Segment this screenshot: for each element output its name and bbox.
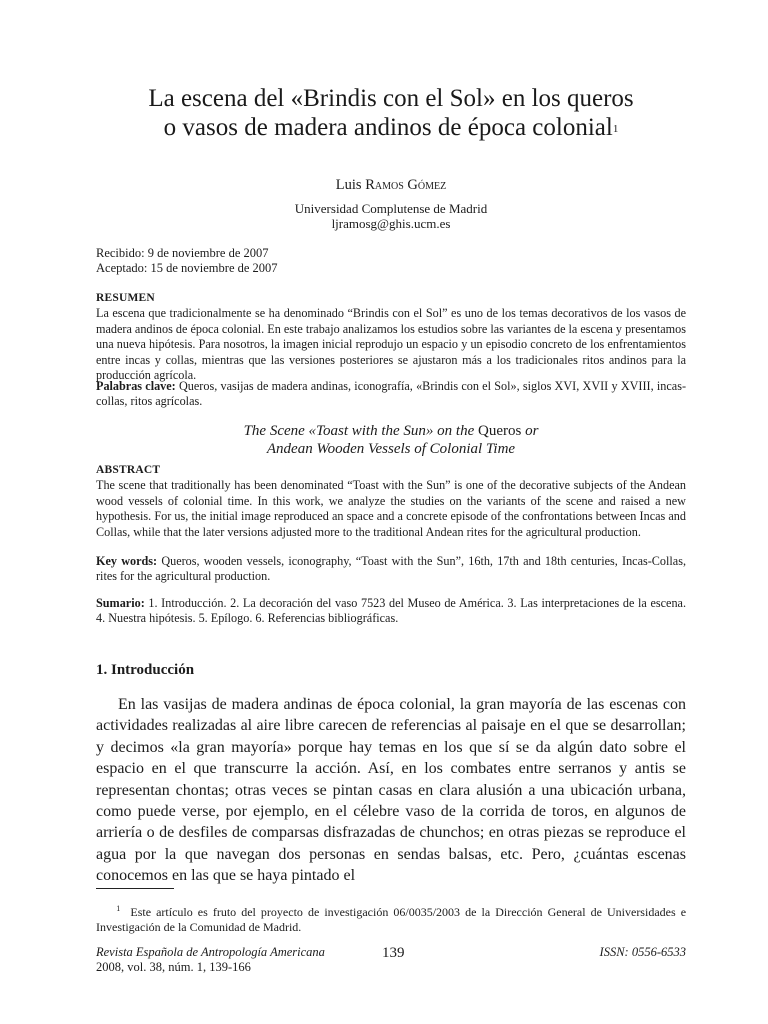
title-footnote-mark[interactable]: 1 <box>612 123 619 135</box>
palabras-clave-text: Queros, vasijas de madera andinas, iconografía, «Brindis con el Sol», siglos XVI, XVII y XVIII, incas-collas, ritos agrícolas. <box>96 379 686 409</box>
submission-dates <box>96 246 686 276</box>
english-title-or: or <box>525 423 539 439</box>
affiliation-institution: Universidad Complutense de Madrid <box>294 201 488 216</box>
title-line-1: La escena del «Brindis con el Sol» en los queros <box>148 85 634 112</box>
key-words <box>96 554 686 585</box>
footnote-divider <box>96 888 174 889</box>
author-last-name: Ramos Gómez <box>365 177 447 193</box>
english-title-queros: Queros <box>478 423 522 439</box>
page-number: 139 <box>382 945 405 961</box>
palabras-clave <box>96 379 686 410</box>
article-title <box>96 84 686 142</box>
date-accepted: Aceptado: 15 de noviembre de 2007 <box>96 261 278 275</box>
author-name <box>96 177 686 194</box>
date-received: Recibido: 9 de noviembre de 2007 <box>96 246 269 260</box>
english-title-line-2: Andean Wooden Vessels of Colonial Time <box>266 441 516 457</box>
body-paragraph-text: En las vasijas de madera andinas de época colonial, la gran mayoría de las escenas con actividades realizadas al aire libre carecen de referencias al paisaje en el que se desarrollan; y decimos «la gran mayoría» porque hay temas en los que sí se da algún dato sobre el espacio en el que transcurre la acción. Así, en los combates entre serranos y antis se representan chontas; otras veces se pintan casas en clara alusión a una ubicación urbana, como puede verse, por ejemplo, en el célebre vaso de la corrida de toros, en algunos de arriería o de desfiles de comparsas disfrazadas de chunchos; en otras piezas se reproduce el agua por la que navegan dos personas en sendas balsas, etc. Pero, ¿cuántas escenas conocemos en las que se haya pintado el <box>96 696 686 885</box>
abstract-section <box>96 463 686 540</box>
author-first-name: Luis <box>335 177 362 193</box>
author-affiliation <box>96 201 686 231</box>
abstract-text: The scene that traditionally has been denominated “Toast with the Sun” is one of the decorative subjects of the Andean wood vessels of colonial time. In this work, we analyze the studies on the variants of the scene and raised a new hypothesis. For us, the initial image reproduced an space and a concrete episode of the confrontations between Incas and Collas, while that the later versions adjusted more to the traditional Andean rites for the agricultural production. <box>96 478 686 539</box>
sumario <box>96 596 686 627</box>
abstract-heading: ABSTRACT <box>96 464 161 476</box>
sumario-label: Sumario: <box>96 596 145 610</box>
key-words-label: Key words: <box>96 554 158 568</box>
english-title-line-1-italic: The Scene «Toast with the Sun» on the <box>243 423 475 439</box>
footnote-mark: 1 <box>116 904 121 913</box>
journal-citation <box>96 945 325 975</box>
resumen-heading: RESUMEN <box>96 292 155 304</box>
affiliation-email[interactable]: ljramosg@ghis.ucm.es <box>331 216 451 231</box>
footnote <box>96 901 686 935</box>
palabras-clave-label: Palabras clave: <box>96 379 176 393</box>
title-line-2 <box>96 113 686 142</box>
section-heading-introduccion: 1. Introducción <box>96 662 195 678</box>
body-paragraph <box>96 694 686 887</box>
title-line-2-text: o vasos de madera andinos de época colonial <box>163 114 613 141</box>
english-title-line-1 <box>96 422 686 440</box>
journal-name: Revista Española de Antropología Americana <box>96 945 325 959</box>
english-title <box>96 422 686 458</box>
key-words-text: Queros, wooden vessels, iconography, “Toast with the Sun”, 16th, 17th and 18th centuries, Incas-Collas, rites for the agricultural production. <box>96 554 686 584</box>
sumario-text: 1. Introducción. 2. La decoración del vaso 7523 del Museo de América. 3. Las interpretaciones de la escena. 4. Nuestra hipótesis. 5. Epílogo. 6. Referencias bibliográficas. <box>96 596 687 626</box>
resumen-section <box>96 291 686 383</box>
journal-volume: 2008, vol. 38, núm. 1, 139-166 <box>96 960 251 974</box>
journal-issn: ISSN: 0556-6533 <box>599 945 686 959</box>
footnote-text: Este artículo es fruto del proyecto de investigación 06/0035/2003 de la Dirección General de Universidades e Investigación de la Comunidad de Madrid. <box>96 905 687 934</box>
resumen-text: La escena que tradicionalmente se ha denominado “Brindis con el Sol” es uno de los temas decorativos de los vasos de madera andinos de época colonial. En este trabajo analizamos los estudios sobre las variantes de la escena y presentamos una nueva hipótesis. Para nosotros, la imagen inicial reprodujo un espacio y un episodio concreto de los enfrentamientos entre incas y collas, mientras que las versiones posteriores se ajustaron más a los tradicionales ritos andinos para la producción agrícola. <box>96 306 686 383</box>
